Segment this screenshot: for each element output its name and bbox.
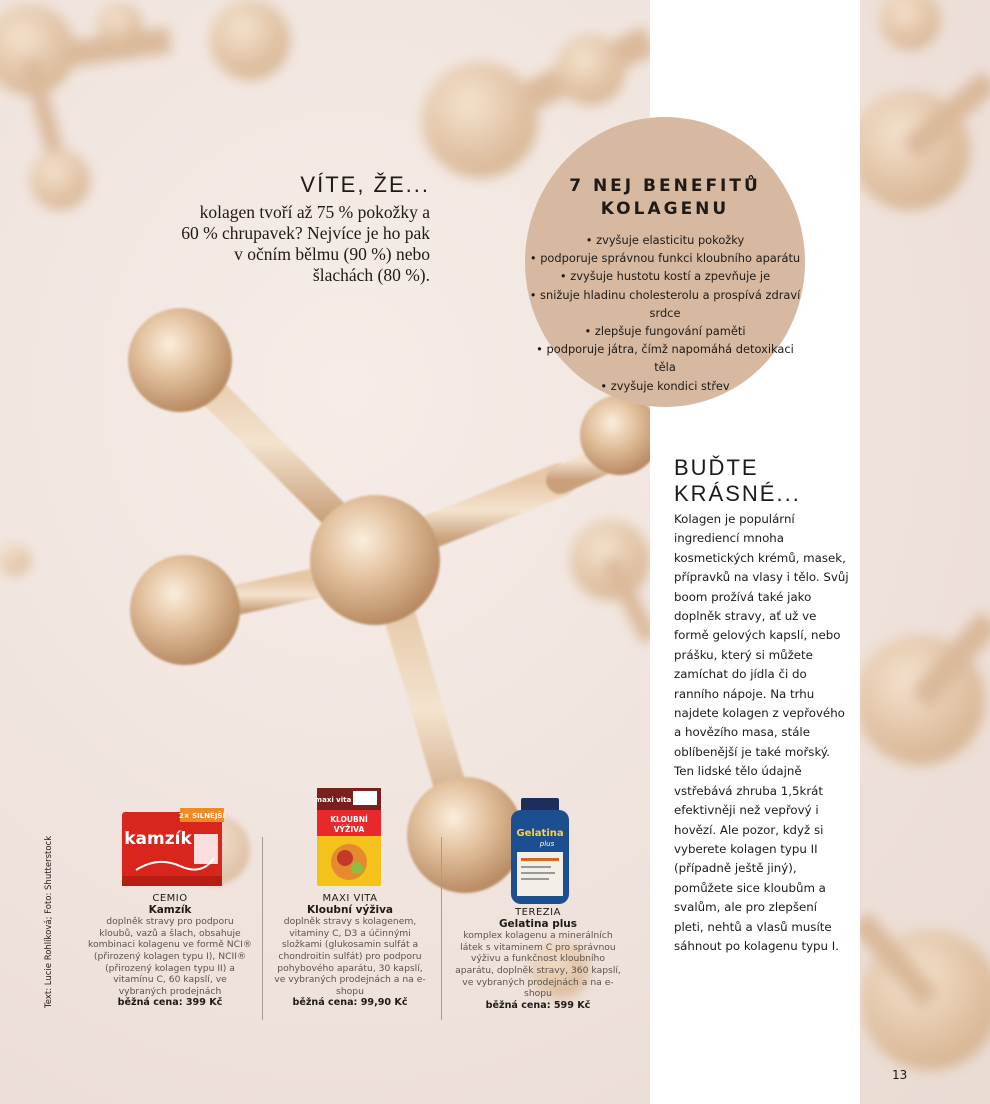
benefit-item: • zlepšuje fungování paměti xyxy=(525,322,805,340)
maxivita-product-image xyxy=(315,786,385,890)
benefits-list xyxy=(525,231,805,395)
product-divider xyxy=(262,837,263,1020)
benefit-item: • zvyšuje hustotu kostí a zpevňuje je xyxy=(525,267,805,285)
gelatina-box-title: Gelatina xyxy=(516,828,564,839)
be-beautiful-title-line1: BUĎTE xyxy=(674,455,759,480)
product-price: běžná cena: 399 Kč xyxy=(117,997,223,1009)
product-description: komplex kolagenu a minerálních látek s vitaminem C pro správnou výživu a funkčnost kloubního aparátu, doplněk stravy, 360 kapslí, ve vybraných prodejnách a na e-shopu xyxy=(455,930,621,1000)
be-beautiful-title-line2: KRÁSNÉ... xyxy=(674,481,801,506)
kamzik-box-badge: 2× SILNĚJŠÍ xyxy=(178,812,226,820)
did-you-know-box xyxy=(180,172,430,286)
product-price: běžná cena: 599 Kč xyxy=(485,999,591,1011)
svg-text:KLOUBNÍ: KLOUBNÍ xyxy=(330,815,368,824)
be-beautiful-article xyxy=(674,455,849,956)
benefit-item: • zvyšuje kondici střev xyxy=(525,377,805,395)
gelatina-product-image xyxy=(505,796,575,908)
did-you-know-text: kolagen tvoří až 75 % pokožky a 60 % chrupavek? Nejvíce je ho pak v očním bělmu (90 %) nebo šlachách (80 %). xyxy=(181,202,430,285)
product-price: běžná cena: 99,90 Kč xyxy=(292,997,408,1009)
benefit-item: • podporuje správnou funkci kloubního aparátu xyxy=(525,249,805,267)
be-beautiful-body: Kolagen je populární ingrediencí mnoha kosmetických krémů, masek, přípravků na vlasy i tělo. Svůj boom prožívá také jako doplněk stravy, ať už ve formě gelových kapslí, nebo prášku, který si můžete zamíchat do jídla či do ranního nápoje. Na trhu najdete kolagen z vepřového a hovězího masa, stále oblíbenější je také mořský. Ten lidské tělo údajně vstřebává zhruba 1,5krát efektivněji než vepřový i hovězí. Ale pozor, když si vyberete kolagen typu II (případně ještě jiný), pomůžete sice kloubům a svalům, ale pro zlepšení pleti, nehtů a vlasů musíte sáhnout po kolagenu typu I. xyxy=(674,512,849,953)
product-brand: MAXI VITA xyxy=(322,893,378,904)
product-name: Gelatina plus xyxy=(498,917,578,930)
product-name: Kloubní výživa xyxy=(307,903,393,916)
be-beautiful-title xyxy=(674,455,849,507)
product-name: Kamzík xyxy=(148,903,192,916)
kamzik-box-title: kamzík xyxy=(124,829,192,849)
benefits-title-line1: 7 NEJ BENEFITŮ xyxy=(569,176,761,196)
product-maxivita xyxy=(274,893,426,1009)
product-divider xyxy=(441,837,442,1020)
gelatina-box-sub: plus xyxy=(539,840,555,848)
product-kamzik xyxy=(88,893,252,1009)
kamzik-product-image xyxy=(118,800,228,892)
did-you-know-title: VÍTE, ŽE... xyxy=(300,172,430,197)
product-gelatina xyxy=(452,907,624,1011)
benefits-title xyxy=(525,175,805,221)
product-description: doplněk stravy pro podporu kloubů, vazů a šlach, obsahuje kombinaci kolagenu ve formě NCI® (přirozený kolagen typu I), NCII® (přirozený kolagen typu II) a vitamínu C, 60 kapslí, ve vybraných prodejnách xyxy=(88,916,252,997)
maxivita-box-brand: maxi vita xyxy=(315,796,352,804)
product-description: doplněk stravy s kolagenem, vitaminy C, D3 a účinnými složkami (glukosamin sulfát a chondroitin sulfát) pro podporu pohybového aparátu, 30 kapslí, ve vybraných prodejnách a na e-shopu xyxy=(274,916,426,997)
benefits-title-line2: KOLAGENU xyxy=(600,199,730,219)
page-number: 13 xyxy=(892,1068,908,1082)
benefit-item: • snižuje hladinu cholesterolu a prospívá zdraví srdce xyxy=(525,286,805,322)
svg-text:VÝŽIVA: VÝŽIVA xyxy=(333,825,365,834)
benefit-item: • zvyšuje elasticitu pokožky xyxy=(525,231,805,249)
product-brand: CEMIO xyxy=(152,893,188,904)
benefit-item: • podporuje játra, čímž napomáhá detoxikaci těla xyxy=(525,340,805,376)
photo-credit: Text: Lucie Rohlíková; Foto: Shutterstock xyxy=(44,835,54,1008)
product-brand: TEREZIA xyxy=(515,907,561,918)
